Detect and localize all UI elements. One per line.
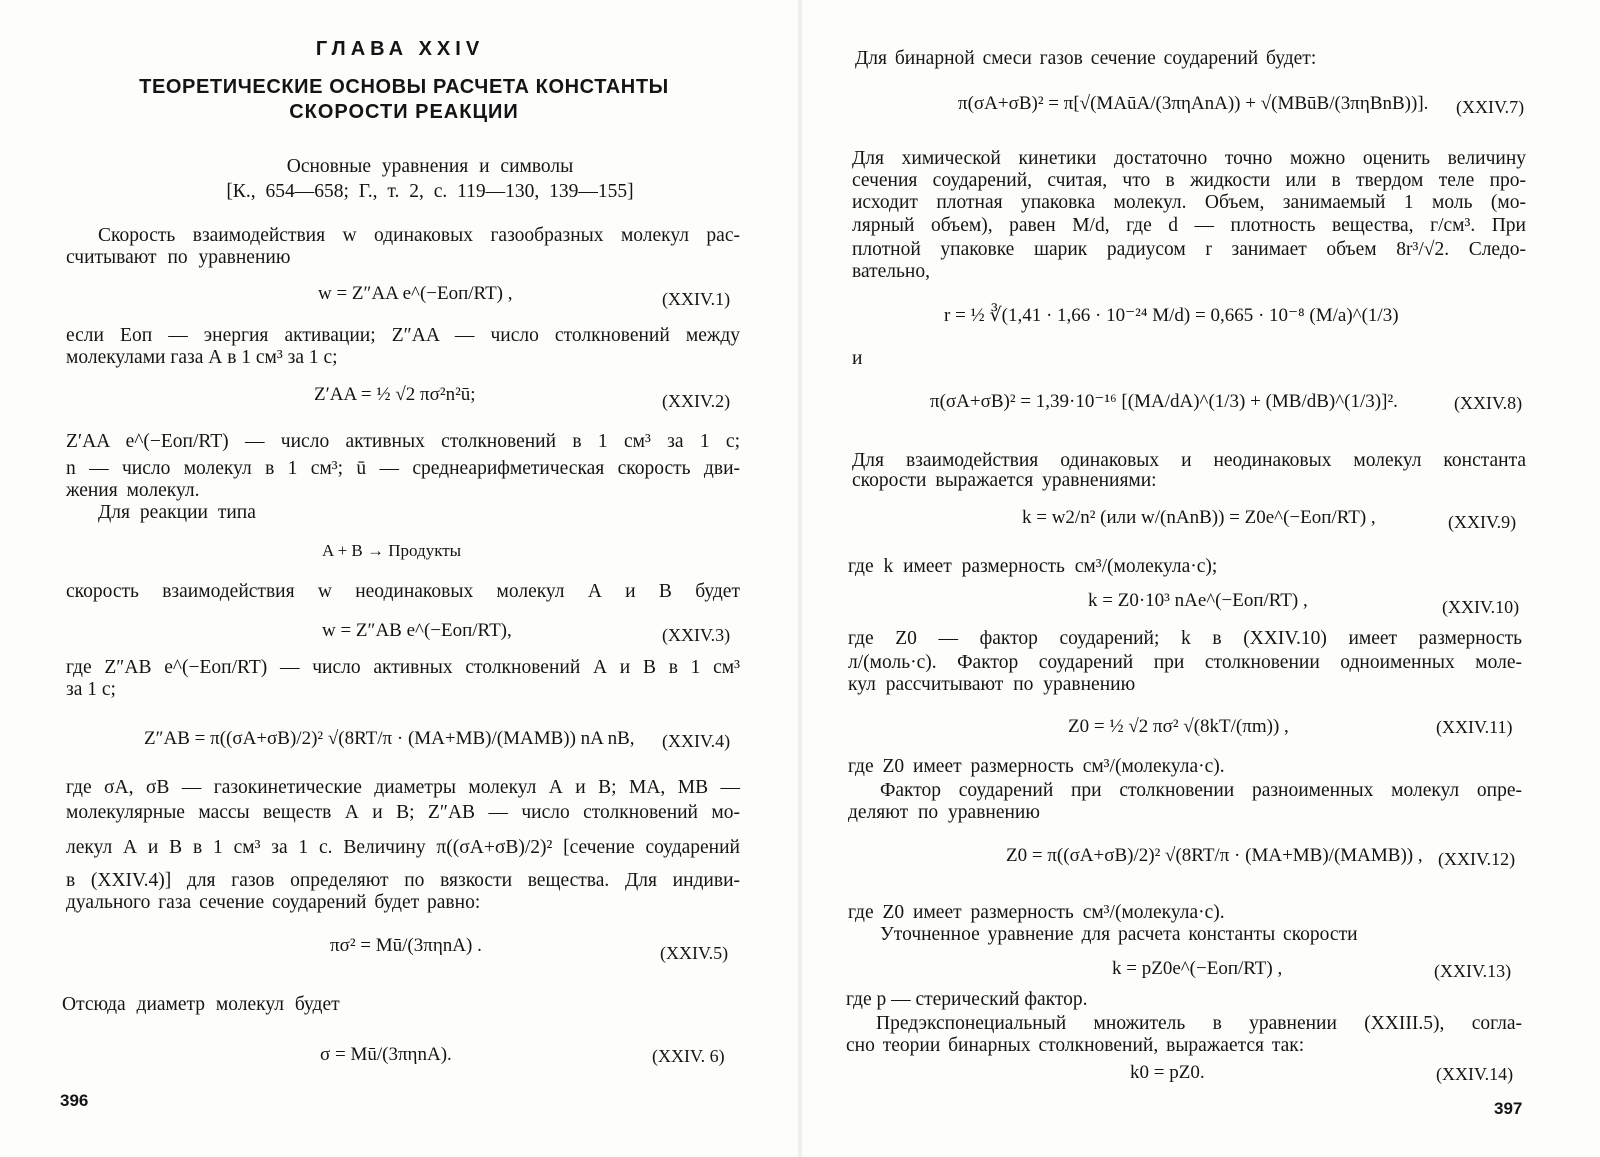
equation: k = pZ0e^(−Eоп/RT) , xyxy=(1112,958,1283,979)
text-line: кул рассчитывают по уравнению xyxy=(848,674,1136,695)
text-line: Для реакции типа xyxy=(98,502,256,523)
text-line: лекул А и В в 1 см³ за 1 с. Величину π((σA+σB)/2)² [сечение соударений xyxy=(66,837,740,858)
equation: πσ² = Mū/(3πηnA) . xyxy=(330,935,482,956)
equation-number: (XXIV.13) xyxy=(1434,961,1512,981)
text-line: жения молекул. xyxy=(66,480,200,501)
text-line: Для химической кинетики достаточно точно можно оценить величину xyxy=(852,148,1526,169)
text-line: Фактор соударений при столкновении разноименных молекул опре- xyxy=(880,780,1522,801)
text-line: дуального газа сечение соударений будет равно: xyxy=(66,892,481,913)
text-line: где Z″AB e^(−Eоп/RT) — число активных столкновений А и В в 1 см³ xyxy=(66,657,740,678)
equation: k = w2/n² (или w/(nAnB)) = Z0e^(−Eоп/RT) , xyxy=(1022,507,1376,528)
equation: Z0 = π((σA+σB)/2)² √(8RT/π · (MA+MB)/(MAMB)) , xyxy=(1006,845,1423,866)
equation: σ = Mū/(3πηnA). xyxy=(320,1044,452,1065)
text-line: молекулярные массы веществ А и В; Z″AB — число столкновений мо- xyxy=(66,802,740,823)
reaction-scheme: A + B → Продукты xyxy=(322,541,462,560)
text-line: Скорость взаимодействия w одинаковых газообразных молекул рас- xyxy=(98,225,740,246)
text-line: сно теории бинарных столкновений, выражается так: xyxy=(846,1035,1305,1056)
equation-number: (XXIV.2) xyxy=(662,391,731,411)
text-line: в (XXIV.4)] для газов определяют по вязкости вещества. Для индиви- xyxy=(66,870,740,891)
equation: k = Z0·10³ nAe^(−Eоп/RT) , xyxy=(1088,590,1308,611)
equation-number: (XXIV.10) xyxy=(1442,597,1520,617)
text-line: n — число молекул в 1 см³; ū — среднеарифметическая скорость дви- xyxy=(66,458,740,479)
equation: Z′AA = ½ √2 πσ²n²ū; xyxy=(314,384,476,405)
text-line: Z′AA e^(−Eоп/RT) — число активных столкновений в 1 см³ за 1 с; xyxy=(66,431,740,452)
chapter-title-line-1: ТЕОРЕТИЧЕСКИЕ ОСНОВЫ РАСЧЕТА КОНСТАНТЫ xyxy=(139,76,669,98)
equation: r = ½ ∛(1,41 · 1,66 · 10⁻²⁴ M/d) = 0,665 · 10⁻⁸ (M/a)^(1/3) xyxy=(944,305,1399,326)
equation-number: (XXIV.3) xyxy=(662,625,731,645)
text-line: деляют по уравнению xyxy=(848,802,1040,823)
chapter-title-line-2: СКОРОСТИ РЕАКЦИИ xyxy=(289,101,519,123)
page-number: 396 xyxy=(60,1091,89,1110)
equation: π(σA+σB)² = 1,39·10⁻¹⁶ [(MA/dA)^(1/3) + (MB/dB)^(1/3)]². xyxy=(930,391,1398,412)
right-page xyxy=(800,0,1600,1157)
text-line: молекулами газа А в 1 см³ за 1 с; xyxy=(66,347,338,368)
text-line: л/(моль·с). Фактор соударений при столкновении одноименных моле- xyxy=(848,652,1522,673)
chapter-heading: ГЛАВА XXIV xyxy=(315,38,485,60)
equation: w = Z″AA e^(−Eоп/RT) , xyxy=(318,283,513,304)
text-line: сечения соударений, считая, что в жидкости или в твердом теле про- xyxy=(852,170,1526,191)
text-line: Для бинарной смеси газов сечение соударений будет: xyxy=(855,48,1317,69)
text-line: плотной упаковке шарик радиусом r занимает объем 8r³/√2. Следо- xyxy=(852,239,1526,260)
text-line: скорость взаимодействия w неодинаковых молекул А и В будет xyxy=(66,581,740,602)
text-line: где Z0 имеет размерность см³/(молекула·с). xyxy=(848,902,1225,923)
equation-number: (XXIV.9) xyxy=(1448,512,1517,532)
equation-number: (XXIV.12) xyxy=(1438,849,1516,869)
text-line: лярный объем), равен M/d, где d — плотность вещества, г/см³. При xyxy=(852,215,1526,236)
equation: w = Z″AB e^(−Eоп/RT), xyxy=(322,620,512,641)
text-line: если Eоп — энергия активации; Z″AA — число столкновений между xyxy=(66,325,740,346)
equation: Z0 = ½ √2 πσ² √(8kT/(πm)) , xyxy=(1068,716,1289,737)
text-line: считывают по уравнению xyxy=(66,247,291,268)
equation: π(σA+σB)² = π[√(MAūA/(3πηAnA)) + √(MBūB/(3πηBnB))]. xyxy=(958,93,1429,114)
text-line: вательно, xyxy=(852,261,930,282)
equation: k0 = pZ0. xyxy=(1130,1062,1205,1083)
text-line: скорости выражается уравнениями: xyxy=(852,470,1157,491)
equation-number: (XXIV.5) xyxy=(660,943,729,963)
section-references: [К., 654—658; Г., т. 2, с. 119—130, 139—155] xyxy=(226,181,634,202)
equation-number: (XXIV.7) xyxy=(1456,97,1525,117)
equation-number: (XXIV.14) xyxy=(1436,1064,1514,1084)
text-line: Отсюда диаметр молекул будет xyxy=(62,994,340,1015)
page-number: 397 xyxy=(1494,1099,1523,1118)
text-line: где k имеет размерность см³/(молекула·с); xyxy=(848,556,1218,577)
text-line: исходит плотная упаковка молекул. Объем, занимаемый 1 моль (мо- xyxy=(852,192,1526,213)
equation-number: (XXIV. 6) xyxy=(652,1046,725,1066)
text-line: где Z0 имеет размерность см³/(молекула·с). xyxy=(848,756,1225,777)
text-line: Предэкспонециальный множитель в уравнении (XXIII.5), согла- xyxy=(876,1013,1522,1034)
text-line: где σA, σB — газокинетические диаметры молекул А и В; MA, MB — xyxy=(66,777,740,798)
equation-number: (XXIV.8) xyxy=(1454,393,1523,413)
equation-number: (XXIV.1) xyxy=(662,289,731,309)
text-line: за 1 с; xyxy=(66,679,116,700)
text-line: Уточненное уравнение для расчета константы скорости xyxy=(880,924,1358,945)
text-line: где Z0 — фактор соударений; k в (XXIV.10) имеет размерность xyxy=(848,628,1522,649)
equation-number: (XXIV.11) xyxy=(1436,717,1513,737)
text-line: и xyxy=(852,348,863,369)
equation-number: (XXIV.4) xyxy=(662,731,731,751)
equation: Z″AB = π((σA+σB)/2)² √(8RT/π · (MA+MB)/(MAMB)) nA nB, xyxy=(144,728,635,749)
text-line: Для взаимодействия одинаковых и неодинаковых молекул константа xyxy=(852,450,1526,471)
text-line: где p — стерический фактор. xyxy=(846,989,1088,1010)
section-title: Основные уравнения и символы xyxy=(286,156,574,177)
